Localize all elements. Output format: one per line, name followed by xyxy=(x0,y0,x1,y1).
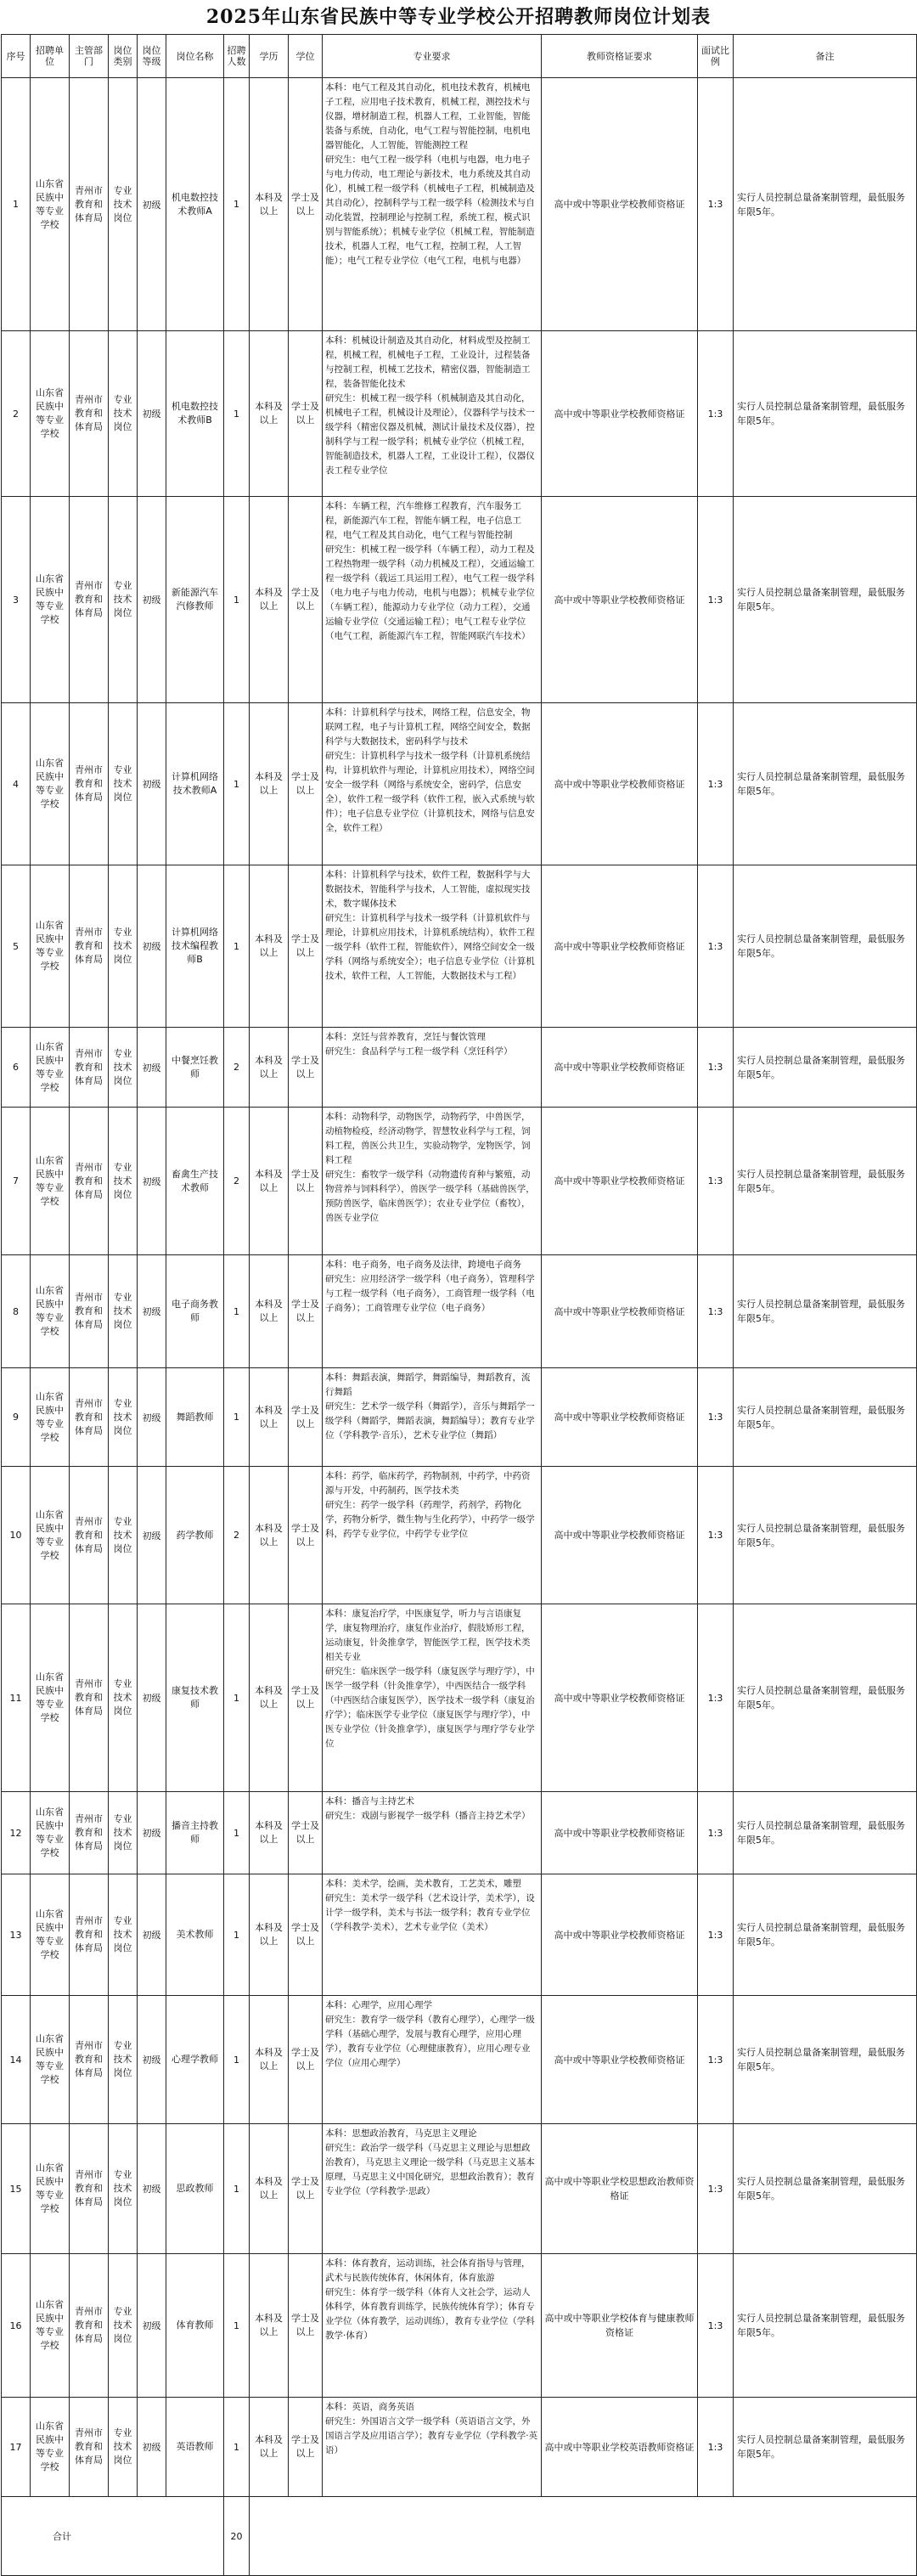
post-level: 初级 xyxy=(138,1028,166,1108)
header-row xyxy=(2,35,917,78)
department: 青州市教育和体育局 xyxy=(70,1467,109,1604)
post-name: 计算机网络技术教师A xyxy=(166,703,224,865)
degree: 学士及以上 xyxy=(289,497,323,703)
interview-ratio: 1:3 xyxy=(698,865,734,1028)
recruiting-unit: 山东省民族中等专业学校 xyxy=(31,2254,70,2398)
column-header: 学历 xyxy=(250,35,289,78)
recruitment-table xyxy=(1,34,917,2576)
post-level: 初级 xyxy=(138,331,166,497)
education: 本科及以上 xyxy=(250,1604,289,1792)
degree: 学士及以上 xyxy=(289,703,323,865)
department: 青州市教育和体育局 xyxy=(70,2398,109,2497)
remarks: 实行人员控制总量备案制管理，最低服务年限5年。 xyxy=(734,331,917,497)
column-header: 学位 xyxy=(289,35,323,78)
education: 本科及以上 xyxy=(250,497,289,703)
row-number: 8 xyxy=(2,1255,31,1368)
post-category: 专业技术岗位 xyxy=(109,331,138,497)
post-level: 初级 xyxy=(138,497,166,703)
column-header: 主管部门 xyxy=(70,35,109,78)
post-level: 初级 xyxy=(138,1996,166,2124)
major-requirements: 本科：体育教育，运动训练，社会体育指导与管理，武术与民族传统体育，休闲体育，体育旅游 研究生：体育学一级学科（体育人文社会学，运动人体科学，体育教育训练学，民族传统体育学）；体育专业学位（体育教学，运动训练），教育专业学位（学科教学·体育） xyxy=(323,2254,542,2398)
table-row xyxy=(2,1996,917,2124)
interview-ratio: 1:3 xyxy=(698,1874,734,1996)
row-number: 11 xyxy=(2,1604,31,1792)
row-number: 14 xyxy=(2,1996,31,2124)
remarks: 实行人员控制总量备案制管理，最低服务年限5年。 xyxy=(734,1108,917,1255)
education: 本科及以上 xyxy=(250,865,289,1028)
table-row xyxy=(2,1028,917,1108)
post-name: 美术教师 xyxy=(166,1874,224,1996)
post-level: 初级 xyxy=(138,2124,166,2254)
department: 青州市教育和体育局 xyxy=(70,1028,109,1108)
row-number: 9 xyxy=(2,1368,31,1467)
major-requirements: 本科：播音与主持艺术 研究生：戏剧与影视学一级学科（播音主持艺术学） xyxy=(323,1792,542,1874)
page-title: 2025年山东省民族中等专业学校公开招聘教师岗位计划表 xyxy=(205,6,712,28)
column-header: 岗位类别 xyxy=(109,35,138,78)
total-label: 合计 xyxy=(2,2497,224,2576)
table-row xyxy=(2,1368,917,1467)
table-row xyxy=(2,1255,917,1368)
department: 青州市教育和体育局 xyxy=(70,497,109,703)
department: 青州市教育和体育局 xyxy=(70,1996,109,2124)
table-row xyxy=(2,1467,917,1604)
post-category: 专业技术岗位 xyxy=(109,1604,138,1792)
post-name: 思政教师 xyxy=(166,2124,224,2254)
department: 青州市教育和体育局 xyxy=(70,1604,109,1792)
row-number: 2 xyxy=(2,331,31,497)
post-name: 体育教师 xyxy=(166,2254,224,2398)
remarks: 实行人员控制总量备案制管理，最低服务年限5年。 xyxy=(734,1028,917,1108)
post-name: 心理学教师 xyxy=(166,1996,224,2124)
post-category: 专业技术岗位 xyxy=(109,1467,138,1604)
certificate-requirement: 高中或中等职业学校教师资格证 xyxy=(542,865,698,1028)
column-header: 面试比例 xyxy=(698,35,734,78)
remarks: 实行人员控制总量备案制管理，最低服务年限5年。 xyxy=(734,865,917,1028)
recruiting-unit: 山东省民族中等专业学校 xyxy=(31,497,70,703)
row-number: 3 xyxy=(2,497,31,703)
post-level: 初级 xyxy=(138,78,166,331)
certificate-requirement: 高中或中等职业学校教师资格证 xyxy=(542,703,698,865)
post-name: 机电数控技术教师B xyxy=(166,331,224,497)
certificate-requirement: 高中或中等职业学校教师资格证 xyxy=(542,1874,698,1996)
certificate-requirement: 高中或中等职业学校教师资格证 xyxy=(542,1604,698,1792)
column-header: 岗位等级 xyxy=(138,35,166,78)
post-level: 初级 xyxy=(138,1792,166,1874)
education: 本科及以上 xyxy=(250,1996,289,2124)
major-requirements: 本科：美术学，绘画，美术教育，工艺美术，雕塑 研究生：美术学一级学科（艺术设计学，美术学），设计学一级学科，美术与书法一级学科；教育专业学位（学科教学·美术），艺术专业学位（美术） xyxy=(323,1874,542,1996)
post-level: 初级 xyxy=(138,1604,166,1792)
certificate-requirement: 高中或中等职业学校教师资格证 xyxy=(542,1467,698,1604)
recruiting-unit: 山东省民族中等专业学校 xyxy=(31,2124,70,2254)
recruit-count: 1 xyxy=(224,331,250,497)
recruit-count: 1 xyxy=(224,1255,250,1368)
degree: 学士及以上 xyxy=(289,1792,323,1874)
interview-ratio: 1:3 xyxy=(698,1368,734,1467)
interview-ratio: 1:3 xyxy=(698,1996,734,2124)
recruiting-unit: 山东省民族中等专业学校 xyxy=(31,331,70,497)
degree: 学士及以上 xyxy=(289,1368,323,1467)
education: 本科及以上 xyxy=(250,78,289,331)
interview-ratio: 1:3 xyxy=(698,1255,734,1368)
post-name: 新能源汽车汽修教师 xyxy=(166,497,224,703)
recruit-count: 1 xyxy=(224,497,250,703)
major-requirements: 本科：电子商务，电子商务及法律，跨境电子商务 研究生：应用经济学一级学科（电子商务），管理科学与工程一级学科（电子商务），工商管理一级学科（电子商务）；工商管理专业学位（电子商务） xyxy=(323,1255,542,1368)
recruiting-unit: 山东省民族中等专业学校 xyxy=(31,1368,70,1467)
remarks: 实行人员控制总量备案制管理，最低服务年限5年。 xyxy=(734,1996,917,2124)
major-requirements: 本科：动物科学，动物医学，动物药学，中兽医学，动植物检疫，经济动物学，智慧牧业科学与工程，饲料工程，兽医公共卫生，实验动物学，宠物医学，饲料工程 研究生：畜牧学一级学科（动物遗传育种与繁殖，动物营养与饲料科学），兽医学一级学科（基础兽医学，预防兽医学，临床兽医学）；农业专业学位（畜牧），兽医专业学位 xyxy=(323,1108,542,1255)
table-row xyxy=(2,331,917,497)
recruit-count: 1 xyxy=(224,703,250,865)
row-number: 16 xyxy=(2,2254,31,2398)
department: 青州市教育和体育局 xyxy=(70,1108,109,1255)
certificate-requirement: 高中或中等职业学校教师资格证 xyxy=(542,1368,698,1467)
row-number: 6 xyxy=(2,1028,31,1108)
row-number: 4 xyxy=(2,703,31,865)
interview-ratio: 1:3 xyxy=(698,1467,734,1604)
column-header: 序号 xyxy=(2,35,31,78)
column-header: 岗位名称 xyxy=(166,35,224,78)
post-name: 康复技术教师 xyxy=(166,1604,224,1792)
remarks: 实行人员控制总量备案制管理，最低服务年限5年。 xyxy=(734,2124,917,2254)
remarks: 实行人员控制总量备案制管理，最低服务年限5年。 xyxy=(734,703,917,865)
post-level: 初级 xyxy=(138,865,166,1028)
education: 本科及以上 xyxy=(250,1108,289,1255)
remarks: 实行人员控制总量备案制管理，最低服务年限5年。 xyxy=(734,497,917,703)
post-name: 电子商务教师 xyxy=(166,1255,224,1368)
post-category: 专业技术岗位 xyxy=(109,1108,138,1255)
interview-ratio: 1:3 xyxy=(698,1792,734,1874)
column-header: 招聘单位 xyxy=(31,35,70,78)
row-number: 17 xyxy=(2,2398,31,2497)
row-number: 15 xyxy=(2,2124,31,2254)
certificate-requirement: 高中或中等职业学校教师资格证 xyxy=(542,78,698,331)
post-name: 播音主持教师 xyxy=(166,1792,224,1874)
interview-ratio: 1:3 xyxy=(698,2254,734,2398)
major-requirements: 本科：康复治疗学，中医康复学，听力与言语康复学，康复物理治疗，康复作业治疗，假肢矫形工程，运动康复，针灸推拿学，智能医学工程，医学技术类相关专业 研究生：临床医学一级学科（康复医学与理疗学），中医学一级学科（针灸推拿学），中西医结合一级学科（中西医结合康复医学），医学技术一级学科（康复治疗学）；临床医学专业学位（康复医学与理疗学），中医专业学位（针灸推拿学），康复医学与理疗学专业学位 xyxy=(323,1604,542,1792)
post-level: 初级 xyxy=(138,1108,166,1255)
remarks: 实行人员控制总量备案制管理，最低服务年限5年。 xyxy=(734,1467,917,1604)
education: 本科及以上 xyxy=(250,2124,289,2254)
interview-ratio: 1:3 xyxy=(698,497,734,703)
degree: 学士及以上 xyxy=(289,1604,323,1792)
recruiting-unit: 山东省民族中等专业学校 xyxy=(31,1996,70,2124)
post-level: 初级 xyxy=(138,703,166,865)
education: 本科及以上 xyxy=(250,1368,289,1467)
row-number: 13 xyxy=(2,1874,31,1996)
interview-ratio: 1:3 xyxy=(698,2124,734,2254)
major-requirements: 本科：烹饪与营养教育，烹饪与餐饮管理 研究生：食品科学与工程一级学科（烹饪科学） xyxy=(323,1028,542,1108)
post-category: 专业技术岗位 xyxy=(109,2398,138,2497)
remarks: 实行人员控制总量备案制管理，最低服务年限5年。 xyxy=(734,1368,917,1467)
certificate-requirement: 高中或中等职业学校教师资格证 xyxy=(542,1028,698,1108)
recruit-count: 1 xyxy=(224,865,250,1028)
certificate-requirement: 高中或中等职业学校教师资格证 xyxy=(542,1996,698,2124)
post-level: 初级 xyxy=(138,2254,166,2398)
column-header: 备注 xyxy=(734,35,917,78)
post-category: 专业技术岗位 xyxy=(109,2124,138,2254)
remarks: 实行人员控制总量备案制管理，最低服务年限5年。 xyxy=(734,1874,917,1996)
recruit-count: 1 xyxy=(224,1368,250,1467)
table-row xyxy=(2,497,917,703)
certificate-requirement: 高中或中等职业学校教师资格证 xyxy=(542,1108,698,1255)
post-category: 专业技术岗位 xyxy=(109,1368,138,1467)
certificate-requirement: 高中或中等职业学校教师资格证 xyxy=(542,497,698,703)
recruit-count: 1 xyxy=(224,78,250,331)
post-category: 专业技术岗位 xyxy=(109,1874,138,1996)
degree: 学士及以上 xyxy=(289,1467,323,1604)
interview-ratio: 1:3 xyxy=(698,1028,734,1108)
table-row xyxy=(2,78,917,331)
row-number: 7 xyxy=(2,1108,31,1255)
recruit-count: 1 xyxy=(224,1604,250,1792)
column-header: 专业要求 xyxy=(323,35,542,78)
department: 青州市教育和体育局 xyxy=(70,1792,109,1874)
department: 青州市教育和体育局 xyxy=(70,1368,109,1467)
column-header: 教师资格证要求 xyxy=(542,35,698,78)
recruit-count: 1 xyxy=(224,1874,250,1996)
department: 青州市教育和体育局 xyxy=(70,703,109,865)
recruiting-unit: 山东省民族中等专业学校 xyxy=(31,703,70,865)
post-level: 初级 xyxy=(138,1255,166,1368)
remarks: 实行人员控制总量备案制管理，最低服务年限5年。 xyxy=(734,1604,917,1792)
post-name: 畜禽生产技术教师 xyxy=(166,1108,224,1255)
department: 青州市教育和体育局 xyxy=(70,1255,109,1368)
department: 青州市教育和体育局 xyxy=(70,865,109,1028)
remarks: 实行人员控制总量备案制管理，最低服务年限5年。 xyxy=(734,2254,917,2398)
major-requirements: 本科：机械设计制造及其自动化，材料成型及控制工程，机械工程，机械电子工程，工业设计，过程装备与控制工程，机械工艺技术，精密仪器，智能制造工程，装备智能化技术 研究生：机械工程一级学科（机械制造及其自动化，机械电子工程，机械设计及理论），仪器科学与技术一级学科（精密仪器及机械，测试计量技术及仪器），控制科学与工程一级学科；机械专业学位（机械工程，智能制造技术，机器人工程，工业设计工程），仪器仪表工程专业学位 xyxy=(323,331,542,497)
major-requirements: 本科：英语，商务英语 研究生：外国语言文学一级学科（英语语言文学，外国语言学及应用语言学）；教育专业学位（学科教学·英语） xyxy=(323,2398,542,2497)
recruit-count: 1 xyxy=(224,1996,250,2124)
post-level: 初级 xyxy=(138,2398,166,2497)
certificate-requirement: 高中或中等职业学校英语教师资格证 xyxy=(542,2398,698,2497)
column-header: 招聘人数 xyxy=(224,35,250,78)
education: 本科及以上 xyxy=(250,1792,289,1874)
certificate-requirement: 高中或中等职业学校教师资格证 xyxy=(542,331,698,497)
post-level: 初级 xyxy=(138,1368,166,1467)
certificate-requirement: 高中或中等职业学校思想政治教师资格证 xyxy=(542,2124,698,2254)
remarks: 实行人员控制总量备案制管理，最低服务年限5年。 xyxy=(734,1255,917,1368)
post-name: 机电数控技术教师A xyxy=(166,78,224,331)
department: 青州市教育和体育局 xyxy=(70,78,109,331)
table-row xyxy=(2,2254,917,2398)
department: 青州市教育和体育局 xyxy=(70,2124,109,2254)
total-row xyxy=(2,2497,917,2576)
post-level: 初级 xyxy=(138,1874,166,1996)
recruiting-unit: 山东省民族中等专业学校 xyxy=(31,1467,70,1604)
recruiting-unit: 山东省民族中等专业学校 xyxy=(31,1874,70,1996)
major-requirements: 本科：电气工程及其自动化，机电技术教育，机械电子工程，应用电子技术教育，机械工程，测控技术与仪器，增材制造工程，机器人工程，工业智能，智能装备与系统，自动化，电气工程与智能控制，电机电器智能化，人工智能，智能测控工程 研究生：电气工程一级学科（电机与电器，电力电子与电力传动，电工理论与新技术，电力系统及其自动化），机械工程一级学科（机械电子工程，机械制造及其自动化），控制科学与工程一级学科（检测技术与自动化装置，控制理论与控制工程，系统工程，模式识别与智能系统）；机械专业学位（机械工程，智能制造技术，机器人工程，电气工程，控制工程，人工智能）；电气工程专业学位（电气工程，电机与电器） xyxy=(323,78,542,331)
interview-ratio: 1:3 xyxy=(698,1604,734,1792)
major-requirements: 本科：药学，临床药学，药物制剂，中药学，中药资源与开发，中药制药，医学技术类 研究生：药学一级学科（药理学，药剂学，药物化学，药物分析学，微生物与生化药学），中药学一级学科，药学专业学位，中药学专业学位 xyxy=(323,1467,542,1604)
row-number: 1 xyxy=(2,78,31,331)
post-category: 专业技术岗位 xyxy=(109,1028,138,1108)
row-number: 10 xyxy=(2,1467,31,1604)
total-blank xyxy=(250,2497,917,2576)
department: 青州市教育和体育局 xyxy=(70,1874,109,1996)
row-number: 5 xyxy=(2,865,31,1028)
recruiting-unit: 山东省民族中等专业学校 xyxy=(31,2398,70,2497)
interview-ratio: 1:3 xyxy=(698,331,734,497)
education: 本科及以上 xyxy=(250,1467,289,1604)
interview-ratio: 1:3 xyxy=(698,2398,734,2497)
post-category: 专业技术岗位 xyxy=(109,1255,138,1368)
recruit-count: 2 xyxy=(224,1467,250,1604)
education: 本科及以上 xyxy=(250,2398,289,2497)
table-row xyxy=(2,1874,917,1996)
table-row xyxy=(2,865,917,1028)
major-requirements: 本科：舞蹈表演，舞蹈学，舞蹈编导，舞蹈教育，流行舞蹈 研究生：艺术学一级学科（舞蹈学），音乐与舞蹈学一级学科（舞蹈学，舞蹈表演，舞蹈编导）；教育专业学位（学科教学·音乐），艺术专业学位（舞蹈） xyxy=(323,1368,542,1467)
education: 本科及以上 xyxy=(250,2254,289,2398)
post-name: 药学教师 xyxy=(166,1467,224,1604)
degree: 学士及以上 xyxy=(289,2254,323,2398)
major-requirements: 本科：思想政治教育，马克思主义理论 研究生：政治学一级学科（马克思主义理论与思想政治教育），马克思主义理论一级学科（马克思主义基本原理，马克思主义中国化研究，思想政治教育）；教育专业学位（学科教学·思政） xyxy=(323,2124,542,2254)
education: 本科及以上 xyxy=(250,1028,289,1108)
post-name: 英语教师 xyxy=(166,2398,224,2497)
major-requirements: 本科：心理学，应用心理学 研究生：教育学一级学科（教育心理学），心理学一级学科（基础心理学，发展与教育心理学，应用心理学），教育专业学位（心理健康教育），应用心理专业学位（应用心理学） xyxy=(323,1996,542,2124)
recruit-count: 1 xyxy=(224,2398,250,2497)
post-name: 中餐烹饪教师 xyxy=(166,1028,224,1108)
degree: 学士及以上 xyxy=(289,1028,323,1108)
remarks: 实行人员控制总量备案制管理，最低服务年限5年。 xyxy=(734,2398,917,2497)
recruit-count: 1 xyxy=(224,1792,250,1874)
degree: 学士及以上 xyxy=(289,78,323,331)
recruit-count: 1 xyxy=(224,2254,250,2398)
table-row xyxy=(2,703,917,865)
remarks: 实行人员控制总量备案制管理，最低服务年限5年。 xyxy=(734,1792,917,1874)
total-count: 20 xyxy=(224,2497,250,2576)
interview-ratio: 1:3 xyxy=(698,703,734,865)
recruiting-unit: 山东省民族中等专业学校 xyxy=(31,865,70,1028)
post-category: 专业技术岗位 xyxy=(109,2254,138,2398)
certificate-requirement: 高中或中等职业学校体育与健康教师资格证 xyxy=(542,2254,698,2398)
degree: 学士及以上 xyxy=(289,2124,323,2254)
table-row xyxy=(2,1792,917,1874)
recruiting-unit: 山东省民族中等专业学校 xyxy=(31,78,70,331)
interview-ratio: 1:3 xyxy=(698,78,734,331)
table-body xyxy=(2,78,917,2576)
degree: 学士及以上 xyxy=(289,1108,323,1255)
degree: 学士及以上 xyxy=(289,1255,323,1368)
table-row xyxy=(2,1604,917,1792)
recruit-count: 2 xyxy=(224,1108,250,1255)
recruiting-unit: 山东省民族中等专业学校 xyxy=(31,1604,70,1792)
department: 青州市教育和体育局 xyxy=(70,2254,109,2398)
table-row xyxy=(2,2124,917,2254)
remarks: 实行人员控制总量备案制管理，最低服务年限5年。 xyxy=(734,78,917,331)
row-number: 12 xyxy=(2,1792,31,1874)
recruiting-unit: 山东省民族中等专业学校 xyxy=(31,1255,70,1368)
recruiting-unit: 山东省民族中等专业学校 xyxy=(31,1108,70,1255)
post-category: 专业技术岗位 xyxy=(109,865,138,1028)
table-row xyxy=(2,2398,917,2497)
education: 本科及以上 xyxy=(250,703,289,865)
department: 青州市教育和体育局 xyxy=(70,331,109,497)
education: 本科及以上 xyxy=(250,1255,289,1368)
recruit-count: 2 xyxy=(224,1028,250,1108)
recruit-count: 1 xyxy=(224,2124,250,2254)
recruiting-unit: 山东省民族中等专业学校 xyxy=(31,1792,70,1874)
table-row xyxy=(2,1108,917,1255)
degree: 学士及以上 xyxy=(289,865,323,1028)
education: 本科及以上 xyxy=(250,331,289,497)
degree: 学士及以上 xyxy=(289,1874,323,1996)
post-category: 专业技术岗位 xyxy=(109,1996,138,2124)
degree: 学士及以上 xyxy=(289,1996,323,2124)
post-category: 专业技术岗位 xyxy=(109,497,138,703)
post-name: 计算机网络技术编程教师B xyxy=(166,865,224,1028)
post-level: 初级 xyxy=(138,1467,166,1604)
recruiting-unit: 山东省民族中等专业学校 xyxy=(31,1028,70,1108)
interview-ratio: 1:3 xyxy=(698,1108,734,1255)
major-requirements: 本科：计算机科学与技术，网络工程，信息安全，物联网工程，电子与计算机工程，网络空间安全，数据科学与大数据技术，密码科学与技术 研究生：计算机科学与技术一级学科（计算机系统结构，计算机软件与理论，计算机应用技术），网络空间安全一级学科（网络与系统安全，密码学，信息安全），软件工程一级学科（软件工程，嵌入式系统与软件）；电子信息专业学位（计算机技术，网络与信息安全，软件工程） xyxy=(323,703,542,865)
education: 本科及以上 xyxy=(250,1874,289,1996)
post-name: 舞蹈教师 xyxy=(166,1368,224,1467)
post-category: 专业技术岗位 xyxy=(109,703,138,865)
degree: 学士及以上 xyxy=(289,331,323,497)
major-requirements: 本科：车辆工程，汽车维修工程教育，汽车服务工程，新能源汽车工程，智能车辆工程，电子信息工程，电气工程及其自动化，电气工程与智能控制 研究生：机械工程一级学科（车辆工程），动力工程及工程热物理一级学科（动力机械及工程），交通运输工程一级学科（载运工具运用工程），电气工程一级学科（电力电子与电力传动，电机与电器）；机械专业学位（车辆工程），能源动力专业学位（动力工程），交通运输专业学位（交通运输工程）；电气工程专业学位（电气工程，新能源汽车工程，智能网联汽车技术） xyxy=(323,497,542,703)
degree: 学士及以上 xyxy=(289,2398,323,2497)
certificate-requirement: 高中或中等职业学校教师资格证 xyxy=(542,1792,698,1874)
major-requirements: 本科：计算机科学与技术，软件工程，数据科学与大数据技术，智能科学与技术，人工智能，虚拟现实技术，数字媒体技术 研究生：计算机科学与技术一级学科（计算机软件与理论，计算机应用技术，计算机系统结构），软件工程一级学科（软件工程，智能软件），网络空间安全一级学科（网络与系统安全）；电子信息专业学位（计算机技术，软件工程，人工智能，大数据技术与工程） xyxy=(323,865,542,1028)
certificate-requirement: 高中或中等职业学校教师资格证 xyxy=(542,1255,698,1368)
post-category: 专业技术岗位 xyxy=(109,78,138,331)
post-category: 专业技术岗位 xyxy=(109,1792,138,1874)
